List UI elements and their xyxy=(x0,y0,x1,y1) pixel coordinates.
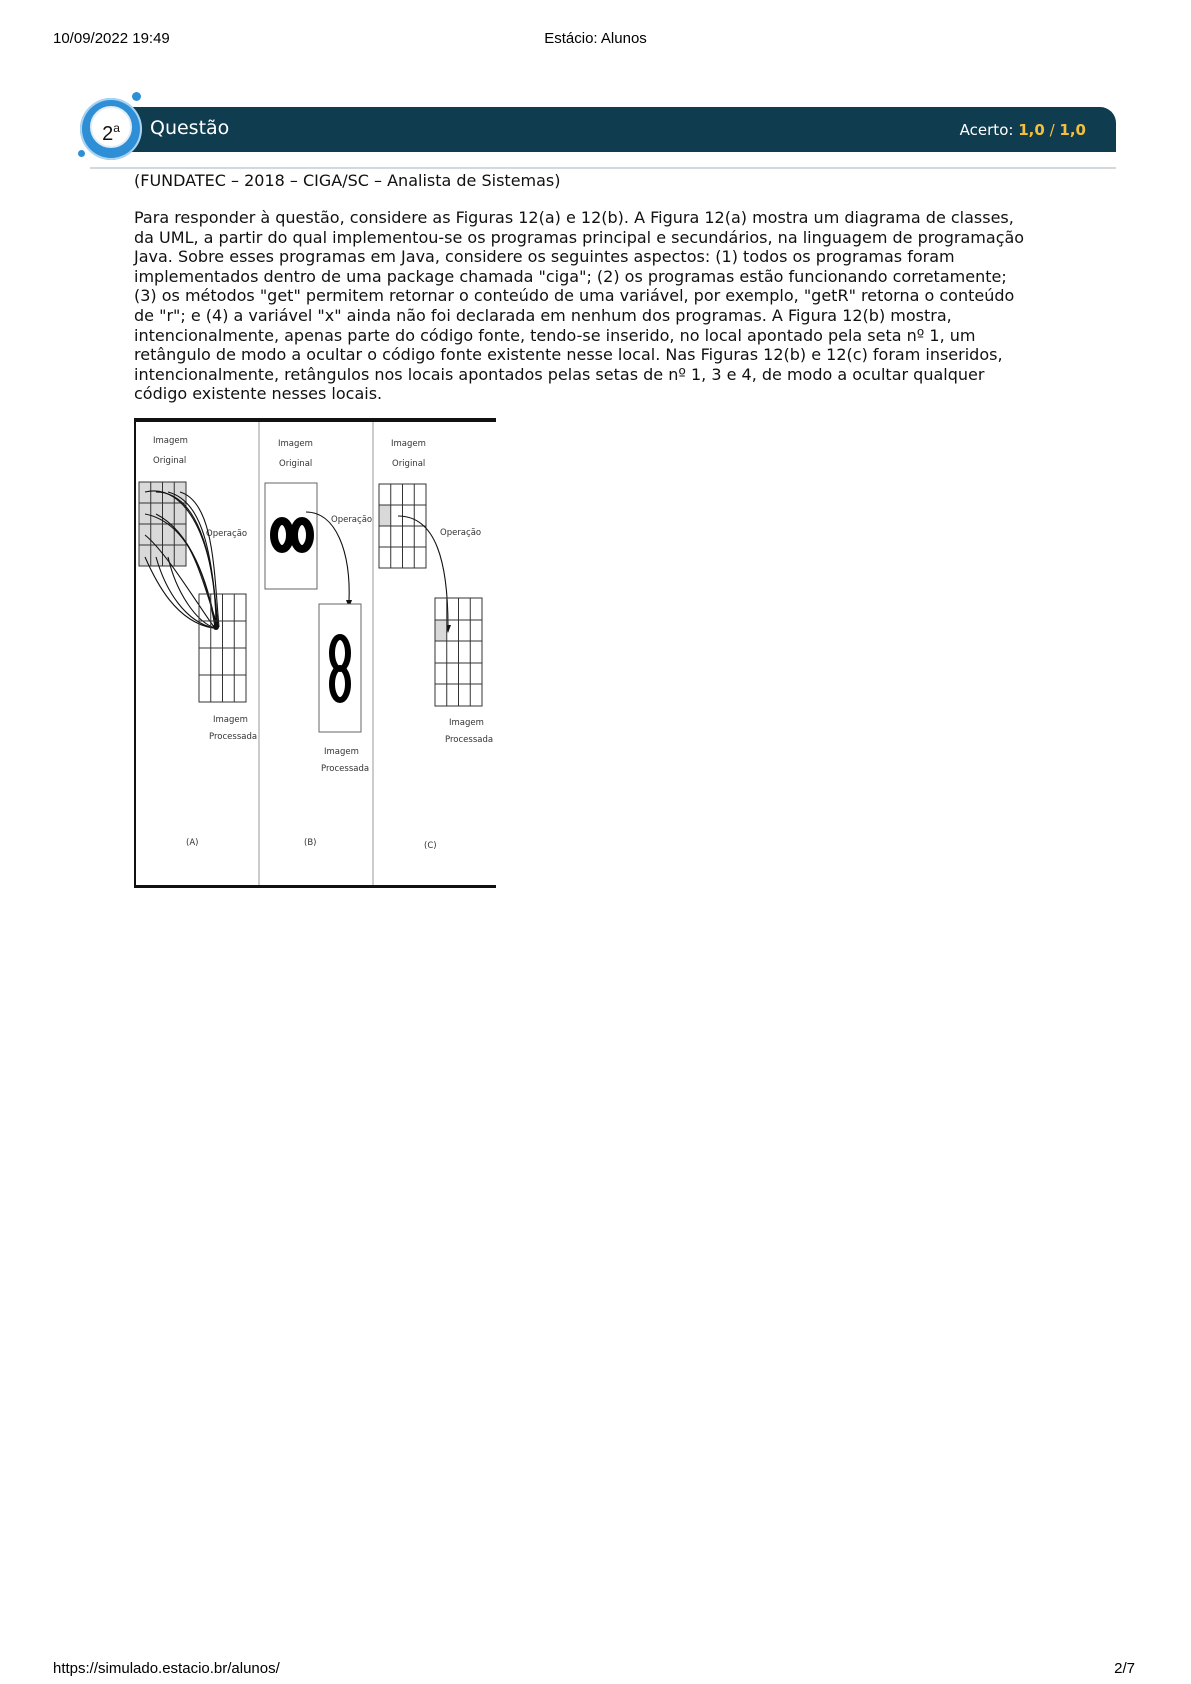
statement-line: da UML, a partir do qual implementou-se os programas principal e secundários, na linguagem de programação xyxy=(134,227,1025,247)
panel-c-label-original-1: Imagem xyxy=(391,439,426,449)
badge-decoration-dot xyxy=(132,92,141,101)
print-page-number: 2/7 xyxy=(1114,1660,1135,1677)
panel-b-label-operation: Operação xyxy=(331,515,373,525)
question-source: (FUNDATEC – 2018 – CIGA/SC – Analista de Sistemas) xyxy=(134,171,561,190)
panel-b-label-original-1: Imagem xyxy=(278,439,313,449)
question-header-divider xyxy=(90,167,1116,169)
panel-c xyxy=(379,439,493,851)
panel-c-label-processed-2: Processada xyxy=(445,735,494,745)
panel-a-label-processed-2: Processada xyxy=(209,732,258,742)
panel-a-label-original-1: Imagem xyxy=(153,436,188,446)
statement-line: implementados dentro de uma package chamada "ciga"; (2) os programas estão funcionando corretamente; xyxy=(134,266,1007,286)
print-url: https://simulado.estacio.br/alunos/ xyxy=(53,1660,280,1677)
figure-diagram xyxy=(136,422,496,885)
panel-a-processed-grid xyxy=(199,594,246,702)
print-page-title: Estácio: Alunos xyxy=(544,30,647,47)
panel-c-original-grid xyxy=(379,484,426,568)
panel-a-target-point xyxy=(213,624,219,630)
question-statement xyxy=(134,208,1074,404)
question-number-value: 2 xyxy=(102,123,114,145)
print-datetime: 10/09/2022 19:49 xyxy=(53,30,170,47)
statement-line: retângulo de modo a ocultar o código fonte existente nesse local. Nas Figuras 12(b) e 12(c) foram inseridos, xyxy=(134,345,1003,365)
panel-b-label-processed-2: Processada xyxy=(321,764,370,774)
statement-line: código existente nesses locais. xyxy=(134,384,383,404)
score xyxy=(960,121,1086,139)
panel-a-label-processed-1: Imagem xyxy=(213,715,248,725)
score-total: 1,0 xyxy=(1059,121,1086,139)
question-figure xyxy=(134,418,496,888)
score-label: Acerto: xyxy=(959,121,1014,139)
question-ordinal-suffix: a xyxy=(113,121,120,135)
score-value: 1,0 xyxy=(1018,121,1045,139)
panel-b-label-original-2: Original xyxy=(279,459,313,469)
panel-a xyxy=(139,436,257,848)
panel-c-caption: (C) xyxy=(424,841,437,851)
statement-line: de "r"; e (4) a variável "x" ainda não foi declarada em nenhum dos programas. A Figura 12(b) mostra, xyxy=(134,305,952,325)
question-number xyxy=(90,106,132,148)
question-title: Questão xyxy=(150,117,230,139)
statement-line: Java. Sobre esses programas em Java, considere os seguintes aspectos: (1) todos os programas foram xyxy=(134,247,955,267)
panel-b-caption: (B) xyxy=(304,838,317,848)
panel-c-label-original-2: Original xyxy=(392,459,426,469)
statement-line: (3) os métodos "get" permitem retornar o conteúdo de uma variável, por exemplo, "getR" retorna o conteúdo xyxy=(134,286,1015,306)
panel-b xyxy=(265,439,372,848)
score-separator: / xyxy=(1049,121,1055,139)
panel-c-processed-grid xyxy=(435,598,482,706)
panel-a-caption: (A) xyxy=(186,838,199,848)
panel-b-label-processed-1: Imagem xyxy=(324,747,359,757)
statement-line: intencionalmente, apenas parte do código fonte, tendo-se inserido, no local apontado pela seta nº 1, um xyxy=(134,325,976,345)
statement-line: intencionalmente, retângulos nos locais apontados pelas setas de nº 1, 3 e 4, de modo a ocultar qualquer xyxy=(134,364,985,384)
statement-line: Para responder à questão, considere as Figuras 12(a) e 12(b). A Figura 12(a) mostra um diagrama de classes, xyxy=(134,208,1014,227)
panel-c-label-processed-1: Imagem xyxy=(449,718,484,728)
badge-decoration-dot xyxy=(78,150,85,157)
panel-a-label-operation: Operação xyxy=(206,529,248,539)
panel-a-label-original-2: Original xyxy=(153,456,187,466)
panel-c-label-operation: Operação xyxy=(440,528,482,538)
